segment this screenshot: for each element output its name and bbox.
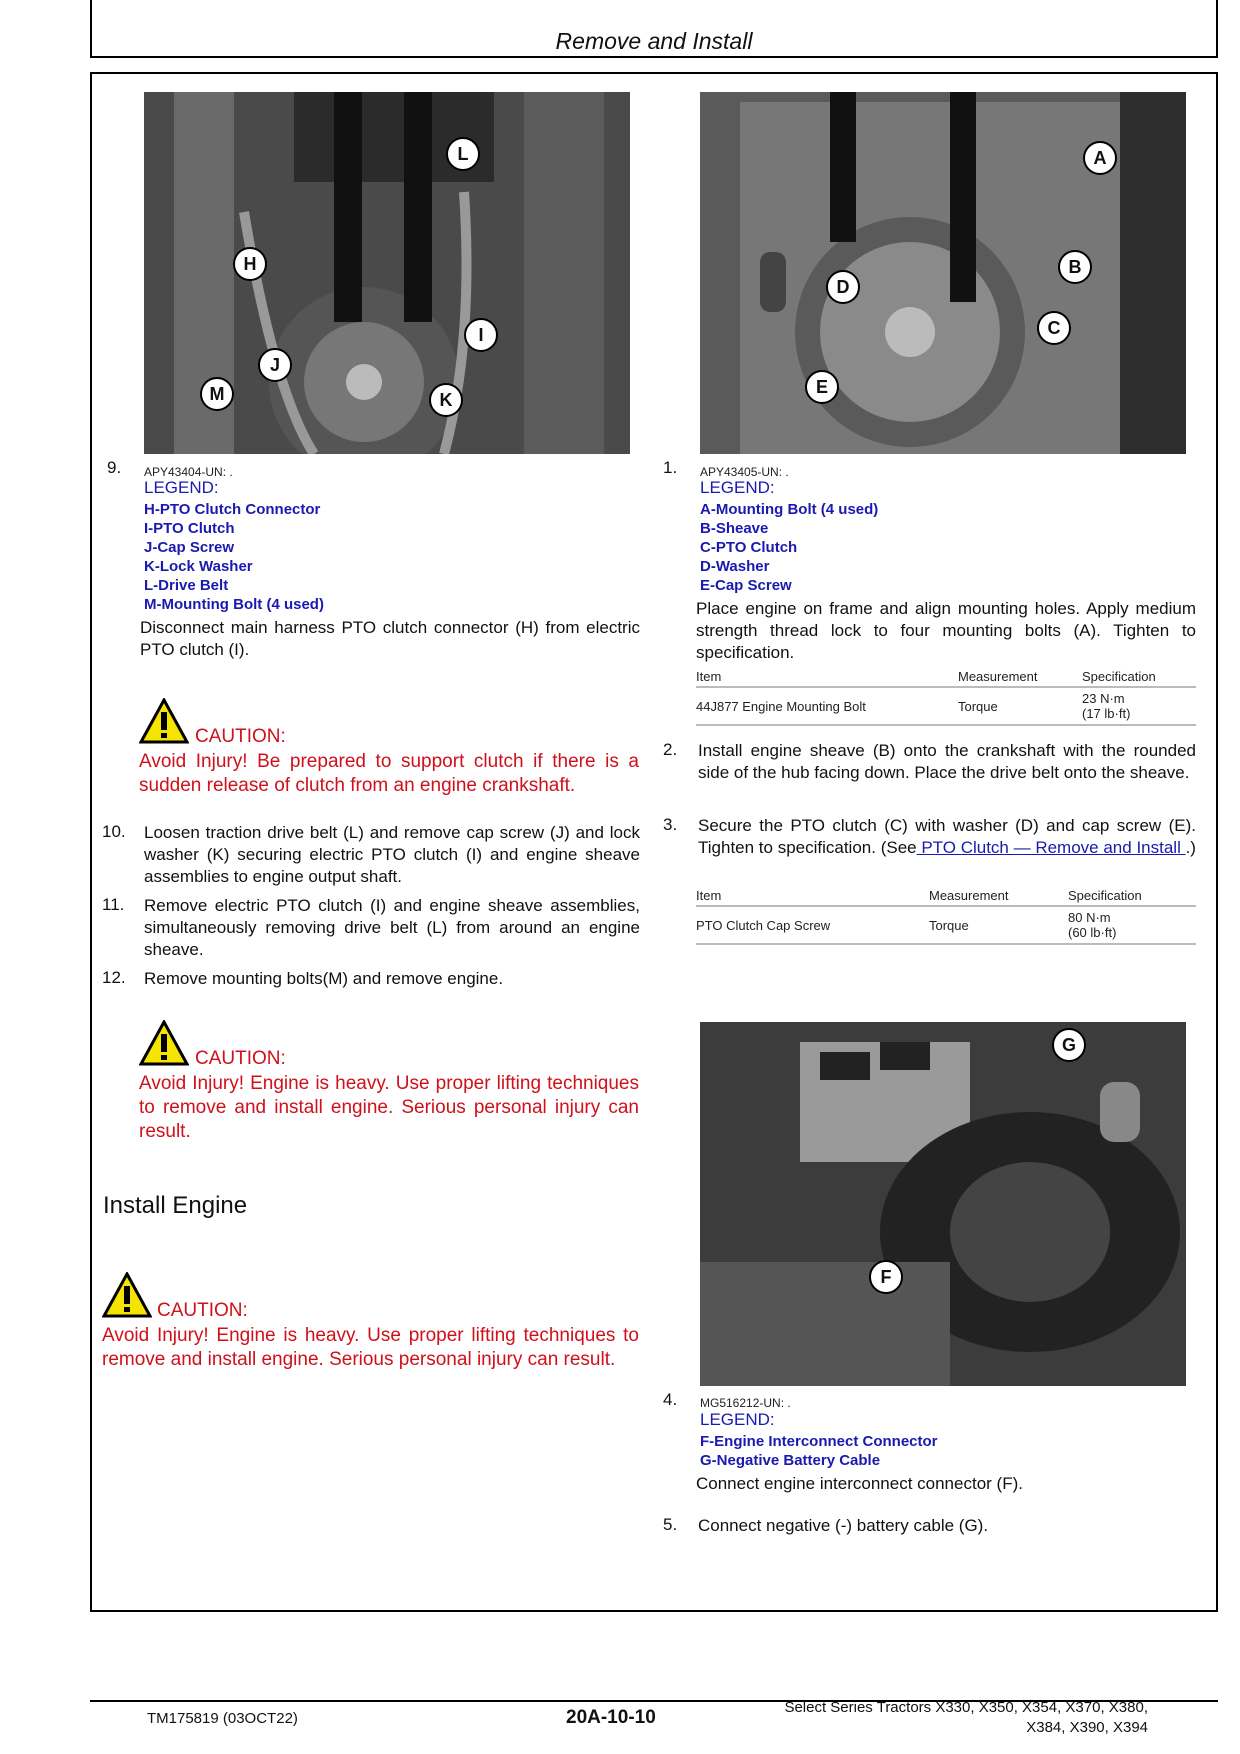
legend-title: LEGEND: xyxy=(700,1410,775,1429)
table-header-row xyxy=(696,667,1196,687)
table-cell: PTO Clutch Cap Screw xyxy=(696,906,929,944)
pto-clutch-link[interactable]: PTO Clutch — Remove and Install xyxy=(916,838,1186,857)
spec-value: (17 lb·ft) xyxy=(1082,706,1131,721)
legend-item: L-Drive Belt xyxy=(144,577,229,594)
callout-a: A xyxy=(1083,141,1117,175)
step-5-number: 5. xyxy=(663,1515,678,1534)
legend-title: LEGEND: xyxy=(700,478,775,497)
callout-k: K xyxy=(429,383,463,417)
spec-value: (60 lb·ft) xyxy=(1068,925,1117,940)
step-5-text: Connect negative (-) battery cable (G). xyxy=(698,1516,989,1535)
legend-item: K-Lock Washer xyxy=(144,558,253,575)
step-9-number: 9. xyxy=(107,458,122,477)
legend-list xyxy=(144,500,324,614)
legend-list xyxy=(700,1432,938,1470)
callout-c: C xyxy=(1037,311,1071,345)
footer-product-line: X384, X390, X394 xyxy=(1026,1719,1148,1736)
callout-b: B xyxy=(1058,250,1092,284)
legend-item: D-Washer xyxy=(700,558,770,575)
table-header-row xyxy=(696,886,1196,906)
table-header: Specification xyxy=(1082,667,1196,687)
warning-icon xyxy=(139,1020,189,1071)
image-caption: APY43405-UN: . xyxy=(700,465,789,479)
legend-item: J-Cap Screw xyxy=(144,539,235,556)
callout-j: J xyxy=(258,348,292,382)
table-cell xyxy=(1068,906,1196,944)
step-3-text-end: .) xyxy=(1185,838,1196,857)
step-12-text: Remove mounting bolts(M) and remove engine. xyxy=(144,969,504,988)
callout-e: E xyxy=(805,370,839,404)
caution-label: CAUTION: xyxy=(157,1300,248,1321)
step-3-text-main: Secure the PTO clutch (C) with washer (D) and cap screw (E). Tighten to specification. (See xyxy=(698,816,1196,857)
legend-item: F-Engine Interconnect Connector xyxy=(700,1433,938,1450)
legend-title: LEGEND: xyxy=(144,478,219,497)
callout-i: I xyxy=(464,318,498,352)
step-9-text: Disconnect main harness PTO clutch connector (H) from electric PTO clutch (I). xyxy=(140,618,640,659)
callout-g: G xyxy=(1052,1028,1086,1062)
table-row xyxy=(696,906,1196,944)
image-caption: APY43404-UN: . xyxy=(144,465,233,479)
legend-list xyxy=(700,500,878,595)
table-cell: Torque xyxy=(929,906,1068,944)
caution-label: CAUTION: xyxy=(195,1048,286,1069)
callout-m: M xyxy=(200,377,234,411)
warning-icon xyxy=(139,698,189,749)
table-header: Measurement xyxy=(958,667,1082,687)
callout-d: D xyxy=(826,270,860,304)
footer-doc-id: TM175819 (03OCT22) xyxy=(147,1710,298,1727)
step-1-text: Place engine on frame and align mounting holes. Apply medium strength thread lock to four mounting bolts (A). Tighten to specification. xyxy=(696,599,1196,662)
step-11-text: Remove electric PTO clutch (I) and engine sheave assemblies, simultaneously removing drive belt (L) from around an engine sheave. xyxy=(144,896,640,959)
table-cell xyxy=(1082,687,1196,725)
page-header-title: Remove and Install xyxy=(555,28,753,54)
step-10-text: Loosen traction drive belt (L) and remove cap screw (J) and lock washer (K) securing electric PTO clutch (I) and engine sheave assemblies to engine output shaft. xyxy=(144,823,640,886)
step-2-text: Install engine sheave (B) onto the crankshaft with the rounded side of the hub facing down. Place the drive belt onto the sheave. xyxy=(698,741,1196,782)
callout-f: F xyxy=(869,1260,903,1294)
image-caption: MG516212-UN: . xyxy=(700,1396,791,1410)
step-3-text xyxy=(698,815,1196,859)
caution-label: CAUTION: xyxy=(195,726,286,747)
legend-item: B-Sheave xyxy=(700,520,769,537)
table-header: Measurement xyxy=(929,886,1068,906)
footer-page-number: 20A-10-10 xyxy=(566,1707,656,1728)
caution-text: Avoid Injury! Be prepared to support clutch if there is a sudden release of clutch from an engine crankshaft. xyxy=(139,751,639,796)
callout-l: L xyxy=(446,137,480,171)
step-2-number: 2. xyxy=(663,740,678,759)
table-cell: 44J877 Engine Mounting Bolt xyxy=(696,687,958,725)
table-header: Item xyxy=(696,886,929,906)
spec-value: 23 N·m xyxy=(1082,691,1125,706)
legend-item: M-Mounting Bolt (4 used) xyxy=(144,596,324,613)
legend-item: H-PTO Clutch Connector xyxy=(144,501,321,518)
footer-product xyxy=(720,1698,1148,1738)
footer-product-line: Select Series Tractors X330, X350, X354, X370, X380, xyxy=(784,1699,1148,1716)
step-11-number: 11. xyxy=(102,895,125,914)
table-row xyxy=(696,687,1196,725)
caution-text: Avoid Injury! Engine is heavy. Use proper lifting techniques to remove and install engine. Serious personal injury can result. xyxy=(102,1325,639,1370)
section-title: Install Engine xyxy=(103,1192,248,1219)
caution-text: Avoid Injury! Engine is heavy. Use proper lifting techniques to remove and install engine. Serious personal injury can result. xyxy=(139,1073,639,1142)
legend-item: E-Cap Screw xyxy=(700,577,792,594)
spec-table-pto-cap-screw xyxy=(696,886,1196,945)
spec-table-engine-bolt xyxy=(696,667,1196,726)
callout-h: H xyxy=(233,247,267,281)
step-12-number: 12. xyxy=(102,968,126,987)
step-4-number: 4. xyxy=(663,1390,678,1409)
step-1-number: 1. xyxy=(663,458,678,477)
table-header: Specification xyxy=(1068,886,1196,906)
step-10-number: 10. xyxy=(102,822,126,841)
warning-icon xyxy=(102,1272,152,1323)
legend-item: G-Negative Battery Cable xyxy=(700,1452,881,1469)
legend-item: I-PTO Clutch xyxy=(144,520,235,537)
legend-item: C-PTO Clutch xyxy=(700,539,798,556)
step-3-number: 3. xyxy=(663,815,678,834)
photo-mg516212 xyxy=(700,1022,1186,1386)
table-header: Item xyxy=(696,667,958,687)
step-4-text: Connect engine interconnect connector (F). xyxy=(696,1474,1023,1493)
spec-value: 80 N·m xyxy=(1068,910,1111,925)
legend-item: A-Mounting Bolt (4 used) xyxy=(700,501,879,518)
table-cell: Torque xyxy=(958,687,1082,725)
